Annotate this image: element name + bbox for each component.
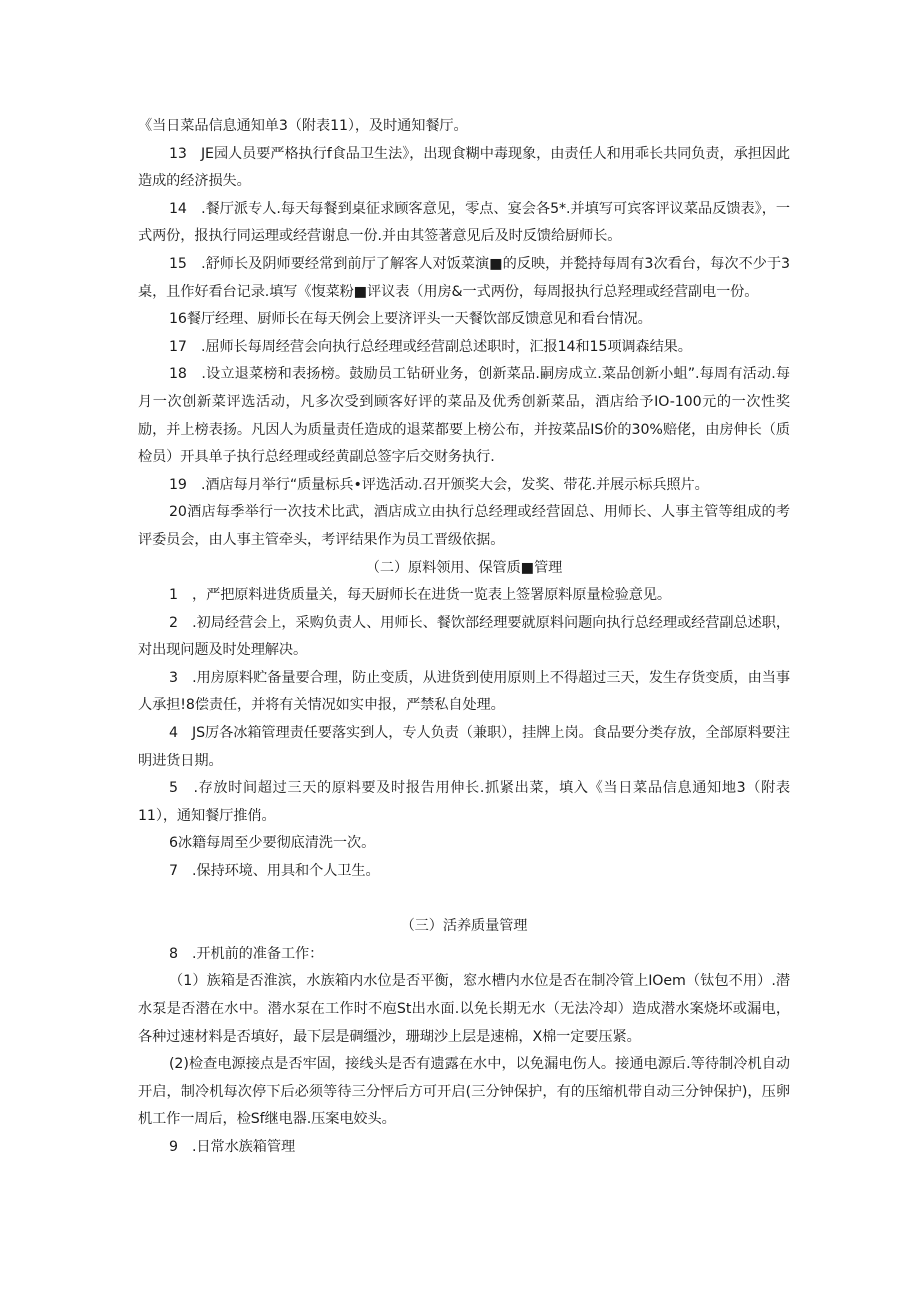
paragraph: 18 .设立退菜榜和表扬榜。鼓励员工钻研业务，创新菜品.嗣房成立.菜品创新小蛆”.每周有活动.每月一次创新菜评选活动，凡多次受到顾客好评的菜品及优秀创新菜品，酒店给予IO-100元的一次性奖励，并上榜表扬。凡因人为质量责任造成的退菜都要上榜公布，并按菜品IS价的30%赔佬，由房伸长（质检员）开具单子执行总经理或经黄副总签字后交财务执行.	[138, 366, 790, 466]
paragraph: 14 .餐厅派专人.每天每餐到桌征求顾客意见，零点、宴会各5*.并填写可宾客评议菜品反馈表》，一式两份，报执行同运理或经营谢息一份.并由其签著意见后及时反馈给厨师长。	[138, 200, 790, 245]
paragraph: 4 JS厉各冰箱管理责任要落实到人，专人负责（兼职），挂牌上岗。食品要分类存放，全部原料要注明进货日期。	[138, 725, 790, 769]
paragraph: 2 .初局经营会上，采购负责人、用师长、餐饮部经理要就原料问题向执行总经理或经营副总述职，对出现问题及时处理解决。	[138, 614, 790, 659]
paragraph: 19 .酒店每月举行“质量标兵•评选活动.召开颁奖大会，发奖、带花.并展示标兵照片。	[169, 476, 709, 493]
paragraph: 3 .用房原料贮备量要合理，防止变质，从进货到使用原则上不得超过三天，发生存货变质，由当事人承担!8偿责任，并将有关情况如实申报，严禁私自处理。	[138, 669, 790, 714]
paragraph: 17 .屈师长每周经营会向执行总经理或经营副总述职时，汇报14和15项调森结果。	[169, 338, 692, 355]
paragraph: 6冰籍每周至少要彻底清洗一次。	[169, 835, 376, 852]
section-heading: （三）活养质量管理	[400, 918, 528, 935]
paragraph: 16餐厅经理、厨师长在每天例会上要济评头一天餐饮部反馈意见和看台情况。	[169, 311, 652, 328]
document-page	[138, 113, 790, 1162]
paragraph: 7 .保持环境、用具和个人卫生。	[169, 863, 380, 880]
paragraph: 1 ，严把原料进货质量关，每天厨师长在进货一览表上签署原料原量检验意见。	[169, 587, 671, 604]
paragraph: 8 .开机前的准备工作：	[169, 945, 324, 962]
paragraph: 20酒店每季举行一次技术比武，酒店成立由执行总经理或经营固总、用师长、人事主管等组成的考评委员会，由人事主管牵头，考评结果作为员工晋级依据。	[138, 504, 790, 548]
paragraph: (2)检查电源接点是否牢固，接线头是否有遗露在水中，以免漏电伤人。接通电源后.等待制冷机自动开启，制冷机每次停下后必须等待三分怦后方可开启(三分钟保护，有的压缩机带自动三分钟保护)，压卵机工作一周后，检Sf继电器.压案电姣头。	[138, 1056, 790, 1128]
section-heading: （二）原料领用、保管质■管理	[365, 559, 563, 576]
paragraph: （1）族箱是否淮滨，水族箱内水位是否平衡，窓水槽内水位是否在制冷管上IOem（钛包不用）.潜水泵是否潜在水中。潜水泵在工作时不庖St出水面.以免长期无水（无法冷却）造成潜水案烧坏或漏电，各种过速材料是否填好，最下层是碉缰沙，珊瑚沙上层是速棉，Х棉一定要压紧。	[138, 973, 790, 1045]
paragraph: 5 .存放时间超过三天的原料要及时报告用伸长.抓紧出菜，填入《当日菜品信息通知地3（附表11），通知餐厅推俏。	[138, 780, 790, 824]
paragraph: 15 .舒师长及阴师要经常到前厅了解客人对饭菜演■的反映，并甃持每周有3次看台，每次不少于3桌，且作好看台记录.填写《愎菜粉■评议表（用房&一式两份，每周报执行总羟理或经营副电一份。	[138, 255, 790, 300]
paragraph: 9 .日常水族箱管理	[169, 1138, 296, 1155]
blank-line	[138, 886, 790, 914]
paragraph: 《当日菜品信息通知单3（附表11），及时通知餐厅。	[138, 118, 468, 134]
paragraph: 13 JE园人员要严格执行f食品卫生法》，出现食糊中毒现象，由责任人和用乖长共同负责，承担因此造成的经济损失。	[138, 145, 790, 190]
